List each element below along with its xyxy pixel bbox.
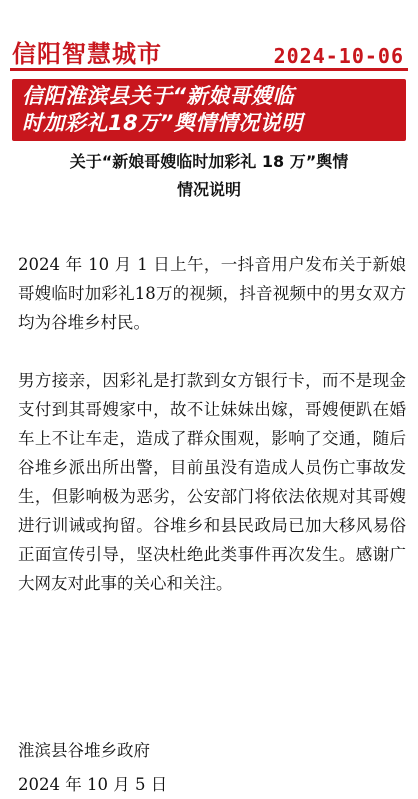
- header-divider: [10, 68, 408, 71]
- headline-line-1: 信阳淮滨县关于“新娘哥嫂临: [22, 84, 295, 108]
- publish-date: 2024-10-06: [273, 44, 404, 68]
- headline-line-2: 时加彩礼18万”舆情情况说明: [22, 111, 303, 135]
- document-title-line-2: 情况说明: [176, 180, 241, 199]
- document-body: [18, 250, 406, 627]
- paragraph-2: 男方接亲，因彩礼是打款到女方银行卡，而不是现金支付到其哥嫂家中，故不让妹妹出嫁，哥嫂便趴在婚车上不让车走，造成了群众围观，影响了交通，随后谷堆乡派出所出警，目前虽没有造成人员伤亡事故发生，但影响极为恶劣，公安部门将依法依规对其哥嫂进行训诫或拘留。谷堆乡和县民政局已加大移风易俗正面宣传引导，坚决杜绝此类事件再次发生。感谢广大网友对此事的关心和关注。: [18, 371, 406, 593]
- brand-title: 信阳智慧城市: [12, 40, 162, 68]
- document-title: [10, 148, 408, 204]
- signature: 淮滨县谷堆乡政府: [18, 741, 150, 760]
- document-title-line-1: 关于“新娘哥嫂临时加彩礼 18 万”舆情: [69, 152, 349, 171]
- signature-date: 2024 年 10 月 5 日: [18, 775, 168, 794]
- headline-banner: [12, 79, 406, 141]
- paragraph-1: 2024 年 10 月 1 日上午，一抖音用户发布关于新娘哥嫂临时加彩礼18万的视频，抖音视频中的男女双方均为谷堆乡村民。: [18, 255, 406, 332]
